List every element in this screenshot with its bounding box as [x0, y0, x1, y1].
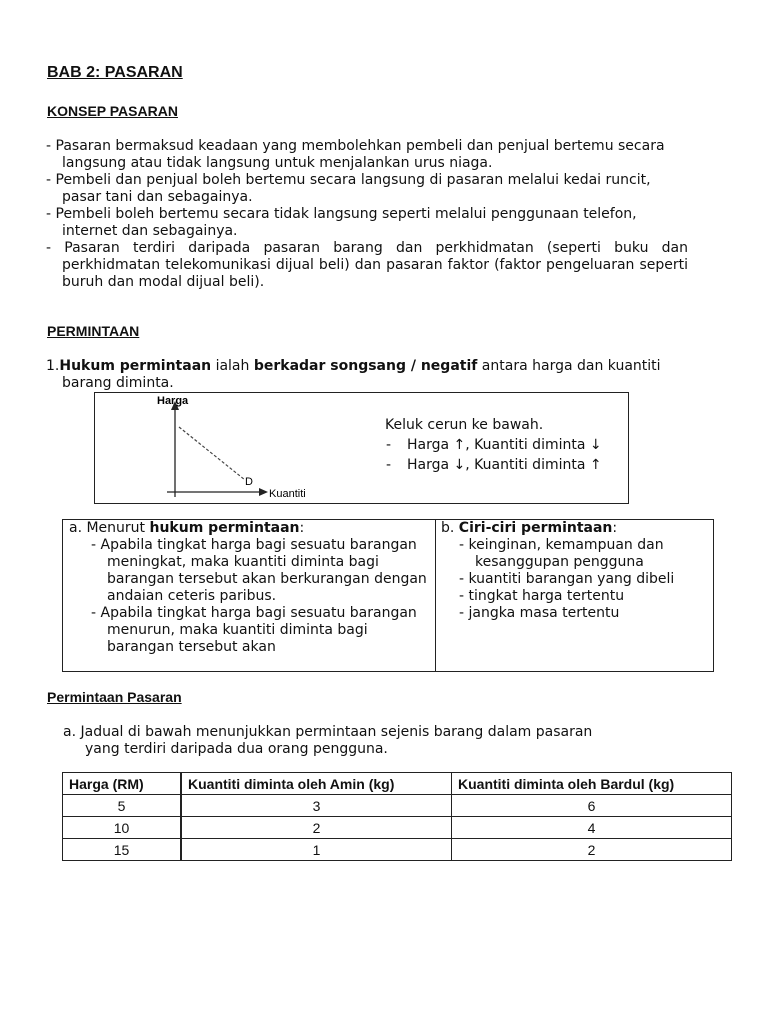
column-divider	[435, 520, 436, 671]
table-cell: 10	[63, 817, 182, 839]
table-header-cell: Harga (RM)	[63, 773, 182, 795]
table-header-row	[63, 773, 732, 795]
left-column-item: - Apabila tingkat harga bagi sesuatu barangan meningkat, maka kuantiti diminta bagi barangan tersebut akan berkurangan dengan andaian ceteris paribus.	[91, 537, 427, 604]
demand-graph-box	[94, 392, 629, 504]
law-relation: berkadar songsang / negatif	[253, 358, 478, 374]
x-axis-label: Kuantiti	[269, 488, 306, 500]
graph-point-dash: -	[386, 457, 392, 473]
table-cell: 15	[63, 839, 182, 861]
table-cell: 3	[181, 795, 452, 817]
left-column-item: - Apabila tingkat harga bagi sesuatu barangan menurun, maka kuantiti diminta bagi barangan tersebut akan	[91, 605, 417, 655]
graph-notes	[385, 415, 602, 475]
right-column-item: - keinginan, kemampuan dan kesanggupan pengguna	[459, 537, 664, 570]
table-cell: 1	[181, 839, 452, 861]
table-header-cell: Kuantiti diminta oleh Bardul (kg)	[452, 773, 732, 795]
konsep-item: - Pasaran bermaksud keadaan yang membolehkan pembeli dan penjual bertemu secara langsung atau tidak langsung untuk menjalankan urus niaga.	[46, 138, 665, 171]
table-row	[63, 795, 732, 817]
graph-point: - Harga ↑, Kuantiti diminta ↓	[386, 437, 602, 453]
table-row	[63, 817, 732, 839]
konsep-item: - Pembeli dan penjual boleh bertemu secara langsung di pasaran melalui kedai runcit, pasar tani dan sebagainya.	[46, 172, 651, 205]
table-cell: 2	[181, 817, 452, 839]
graph-point-dash: -	[386, 437, 392, 453]
konsep-list	[46, 138, 688, 291]
left-column	[69, 520, 429, 656]
left-column-heading: a. Menurut hukum permintaan:	[69, 520, 305, 536]
law-and-features-box	[62, 519, 714, 672]
right-column-item: - jangka masa tertentu	[459, 605, 620, 621]
table-cell: 2	[452, 839, 732, 861]
table-cell: 4	[452, 817, 732, 839]
law-mid: ialah	[211, 358, 254, 374]
demand-curve-chart	[95, 393, 325, 503]
curve-label: D	[245, 476, 253, 488]
y-axis-label: Harga	[157, 395, 189, 407]
demand-table	[62, 772, 732, 861]
law-statement	[46, 358, 666, 392]
konsep-item: - Pembeli boleh bertemu secara tidak langsung seperti melalui penggunaan telefon, internet dan sebagainya.	[46, 206, 637, 239]
table-row	[63, 839, 732, 861]
right-column	[441, 520, 711, 622]
graph-note: Keluk cerun ke bawah.	[385, 417, 544, 433]
x-axis-arrow	[259, 488, 268, 496]
right-column-item: - tingkat harga tertentu	[459, 588, 625, 604]
table-cell: 6	[452, 795, 732, 817]
law-number: 1.	[46, 358, 60, 374]
table-header-cell: Kuantiti diminta oleh Amin (kg)	[181, 773, 452, 795]
demand-curve	[179, 427, 245, 480]
section-heading-pasaran: Permintaan Pasaran	[47, 689, 182, 705]
right-column-heading: b. Ciri-ciri permintaan:	[441, 520, 618, 536]
law-rest: antara harga dan kuantiti barang diminta.	[62, 358, 661, 391]
table-cell: 5	[63, 795, 182, 817]
section-heading-konsep: KONSEP PASARAN	[47, 103, 178, 119]
pasaran-intro: a. Jadual di bawah menunjukkan permintaan sejenis barang dalam pasaran yang terdiri daripada dua orang pengguna.	[63, 724, 593, 757]
section-heading-permintaan: PERMINTAAN	[47, 323, 140, 339]
law-term: Hukum permintaan	[59, 358, 212, 374]
page-title: BAB 2: PASARAN	[47, 64, 183, 81]
graph-point: - Harga ↓, Kuantiti diminta ↑	[386, 457, 602, 473]
konsep-item: - Pasaran terdiri daripada pasaran barang dan perkhidmatan (seperti buku dan perkhidmatan telekomunikasi dijual beli) dan pasaran faktor (faktor pengeluaran seperti buruh dan modal dijual beli).	[46, 240, 688, 290]
right-column-item: - kuantiti barangan yang dibeli	[459, 571, 675, 587]
